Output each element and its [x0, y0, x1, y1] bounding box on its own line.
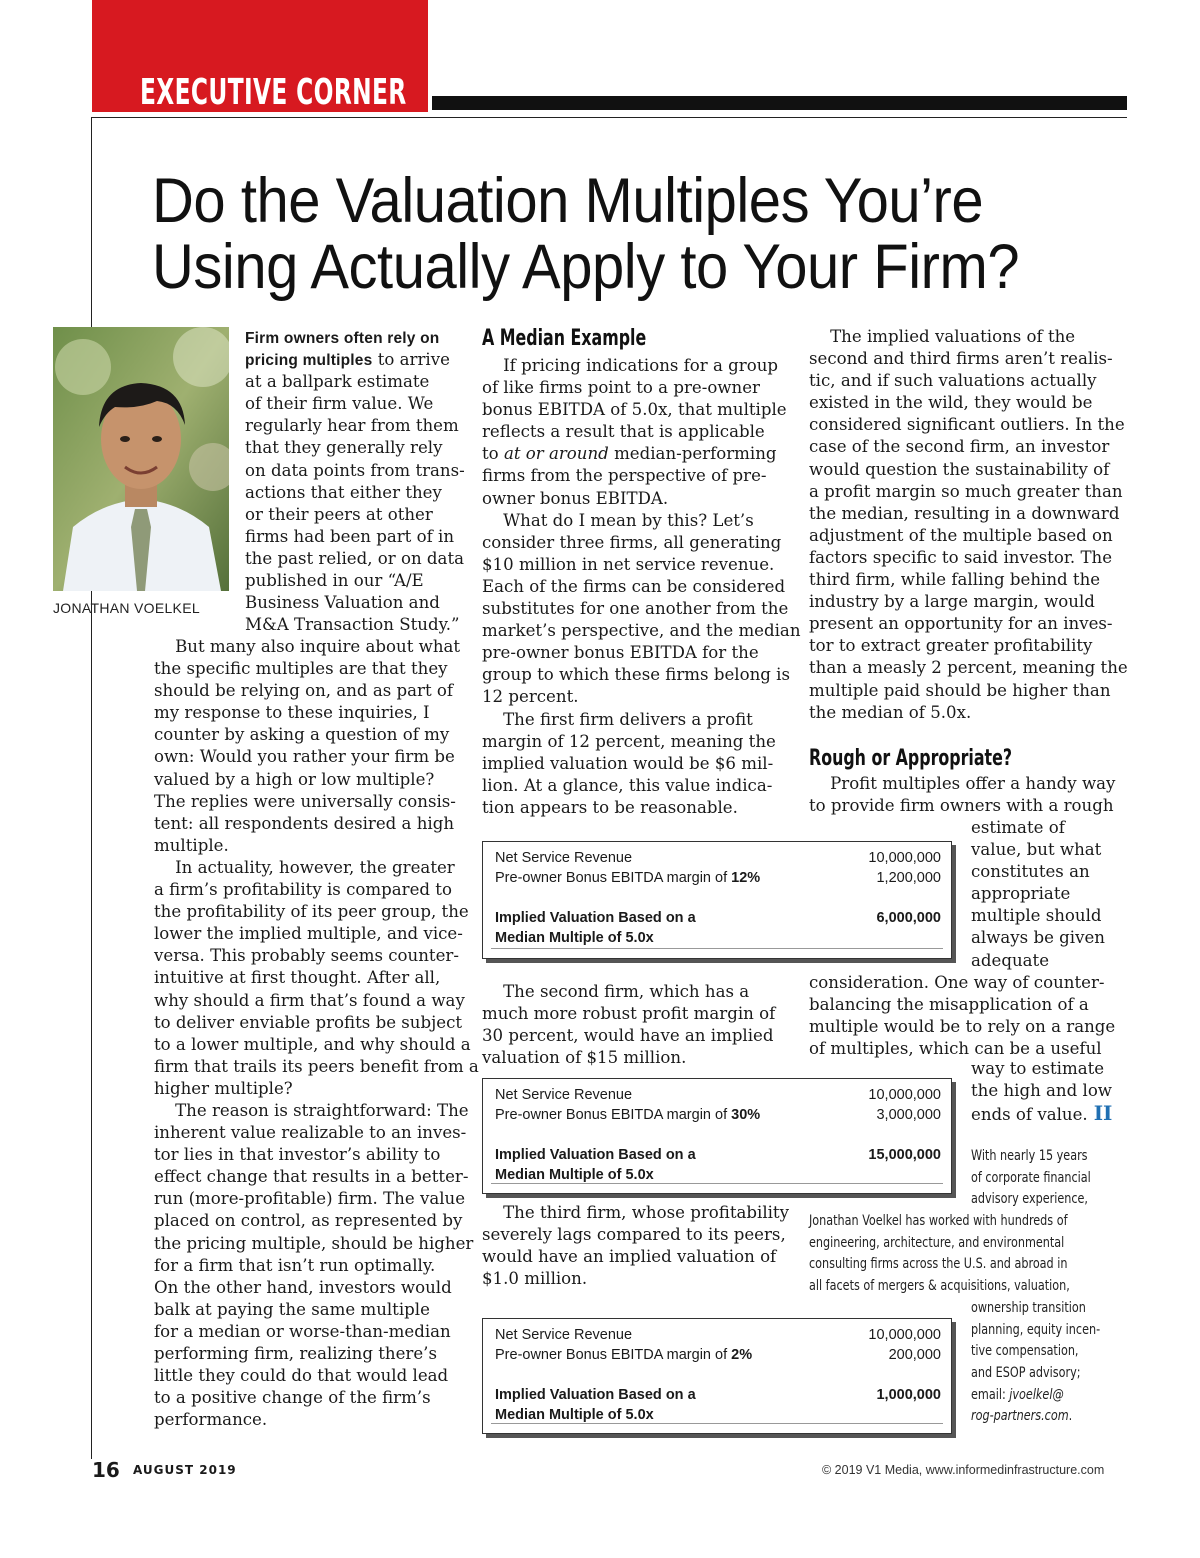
text-line: inherent value realizable to an inves-: [154, 1123, 467, 1143]
text-line: for a median or worse-than-median: [154, 1321, 451, 1341]
text-line: The replies were universally consis-: [154, 791, 456, 811]
text-line: What do I mean by this? Let’s: [482, 510, 754, 530]
text-line: my response to these inquiries, I: [154, 703, 430, 723]
text-line: existed in the wild, they would be: [809, 393, 1093, 413]
column1-body: [154, 636, 479, 1431]
text-line: multiple would be to rely on a range: [809, 1017, 1116, 1037]
text-line: at a ballpark estimate: [245, 372, 430, 392]
headline-line-2: Using Actually Apply to Your Firm?: [152, 232, 1020, 302]
author-bio-narrow2: [971, 1298, 1121, 1428]
text-line: With nearly 15 years: [971, 1148, 1088, 1164]
headline-line-1: Do the Valuation Multiples You’re: [152, 166, 984, 236]
text-line: advisory experience,: [971, 1191, 1089, 1208]
text-line: If pricing indications for a group: [482, 356, 779, 375]
revenue-label: Net Service Revenue: [495, 1087, 633, 1103]
table-divider: [491, 1423, 943, 1424]
text-line: regularly hear from them: [245, 416, 459, 436]
ebitda-row: [495, 1347, 941, 1367]
ebitda-value: 3,000,000: [876, 1107, 941, 1123]
text-line: to a positive change of the firm’s: [154, 1388, 431, 1408]
text-line: third firm, while falling behind the: [809, 570, 1101, 590]
subhead-median-example: A Median Example: [482, 326, 647, 351]
text-line: planning, equity incen-: [971, 1321, 1101, 1338]
article-headline: [152, 168, 1112, 300]
text-line: tic, and if such valuations actually: [809, 371, 1097, 391]
text-line: the past relied, or on data: [245, 548, 465, 568]
text-line: 12 percent.: [482, 687, 579, 707]
text-line: factors specific to said investor. The: [809, 547, 1113, 567]
text-line: firm that trails its peers benefit from a: [154, 1056, 479, 1076]
text-line: $10 million in net service revenue.: [482, 554, 775, 574]
text-line: second and third firms aren’t realis-: [809, 349, 1113, 369]
text-line: substitutes for one another from the: [482, 599, 789, 619]
text-line: own: Would you rather your firm be: [154, 747, 455, 767]
text-line: present an opportunity for an inves-: [809, 614, 1113, 634]
text-line: ownership transition: [971, 1300, 1086, 1316]
text-line: firms had been part of in: [245, 526, 455, 546]
frame-top-rule: [92, 117, 1127, 118]
text-line: bonus EBITDA of 5.0x, that multiple: [482, 400, 787, 420]
text-line: to deliver enviable profits be subject: [154, 1012, 463, 1032]
ebitda-value: 1,200,000: [876, 870, 941, 886]
ebitda-row: [495, 1107, 941, 1127]
implied-row: [495, 1147, 941, 1167]
text-line: appropriate: [971, 884, 1071, 904]
implied-row-2: [495, 1407, 941, 1427]
text-line: Business Valuation and: [245, 593, 440, 613]
text-line: The third firm, whose profitability: [482, 1203, 789, 1222]
text-line: run (more-profitable) firm. The value: [154, 1189, 466, 1209]
text-line: lion. At a glance, this value indica-: [482, 775, 773, 795]
text-line: of multiples, which can be a useful: [809, 1039, 1102, 1059]
author-photo: [53, 327, 229, 591]
text-line: consideration. One way of counter-: [809, 973, 1105, 992]
email-domain[interactable]: rog-partners.com: [971, 1408, 1069, 1425]
text-line: firms from the perspective of pre-: [482, 466, 767, 486]
page-number: 16: [92, 1458, 120, 1482]
subhead-rough-or-appropriate: Rough or Appropriate?: [809, 746, 1013, 771]
text-line: engineering, architecture, and environmental: [809, 1234, 1065, 1251]
text-line: always be given: [971, 928, 1105, 948]
text-line: multiple paid should be higher than: [809, 680, 1111, 700]
author-bio-wide: [809, 1211, 1112, 1298]
text-line: why should a firm that’s found a way: [154, 990, 465, 1010]
ebitda-value: 200,000: [888, 1347, 941, 1363]
text-line: the pricing multiple, should be higher: [154, 1233, 474, 1253]
implied-value: 15,000,000: [868, 1147, 941, 1163]
table-divider: [491, 1183, 943, 1184]
author-bio-narrow: [971, 1146, 1110, 1211]
text-line: reflects a result that is applicable: [482, 422, 765, 442]
text-line: adjustment of the multiple based on: [809, 525, 1113, 545]
text-line: tent: all respondents desired a high: [154, 813, 455, 833]
text-line: Each of the firms can be considered: [482, 576, 786, 596]
implied-label-2: Median Multiple of 5.0x: [495, 1407, 654, 1423]
text-line: to at or around median-performing: [482, 444, 777, 464]
text-line: of like firms point to a pre-owner: [482, 378, 760, 398]
valuation-table-3: [482, 1318, 952, 1434]
revenue-value: 10,000,000: [868, 850, 941, 866]
text-line: valued by a high or low multiple?: [154, 769, 435, 789]
text-line: Profit multiples offer a handy way: [809, 774, 1116, 793]
text-line: for a firm that isn’t run optimally.: [154, 1255, 436, 1275]
column2-para2: [482, 981, 775, 1069]
bio-email-line: email: jvoelkel@: [971, 1386, 1064, 1403]
column3-para1: [809, 326, 1128, 724]
text-line: on data points from trans-: [245, 460, 465, 480]
text-line: The second firm, which has a: [482, 982, 750, 1001]
lead-line-2: pricing multiples to arrive: [245, 350, 450, 370]
text-line: pre-owner bonus EBITDA for the: [482, 643, 759, 663]
revenue-value: 10,000,000: [868, 1327, 941, 1343]
photo-caption: JONATHAN VOELKEL: [53, 600, 200, 616]
text-line: tor to extract greater profitability: [809, 636, 1093, 656]
valuation-table-1: [482, 841, 952, 959]
text-line: that they generally rely: [245, 438, 443, 458]
text-line: way to estimate: [971, 1059, 1105, 1078]
text-line: the profitability of its peer group, the: [154, 902, 469, 922]
text-line: In actuality, however, the greater: [154, 857, 455, 877]
text-line: Jonathan Voelkel has worked with hundreds of: [809, 1213, 1068, 1229]
text-line: would have an implied valuation of: [482, 1247, 777, 1267]
text-line: multiple.: [154, 835, 229, 855]
text-line: and ESOP advisory;: [971, 1365, 1081, 1382]
ebitda-margin: 30%: [731, 1107, 761, 1123]
text-line: On the other hand, investors would: [154, 1277, 452, 1297]
text-line: constitutes an: [971, 862, 1090, 882]
table-divider: [491, 948, 943, 949]
column3-para2-narrow2: [971, 1058, 1112, 1124]
text-line: to provide firm owners with a rough: [809, 796, 1114, 816]
implied-label-2: Median Multiple of 5.0x: [495, 930, 654, 946]
ebitda-margin: 2%: [731, 1347, 753, 1363]
text-line: 30 percent, would have an implied: [482, 1026, 774, 1046]
ebitda-label: Pre-owner Bonus EBITDA margin of 2%: [495, 1347, 753, 1363]
text-line: The first firm delivers a profit: [482, 709, 753, 729]
text-line: than a measly 2 percent, meaning the: [809, 658, 1128, 678]
implied-label: Implied Valuation Based on a: [495, 910, 696, 926]
text-line: would question the sustainability of: [809, 459, 1110, 479]
copyright-notice: © 2019 V1 Media, www.informedinfrastructure.com: [822, 1463, 1105, 1477]
header-rule: [432, 96, 1127, 110]
text-line: adequate: [971, 950, 1050, 970]
implied-value: 1,000,000: [876, 1387, 941, 1403]
text-line: considered significant outliers. In the: [809, 415, 1125, 435]
valuation-table-2: [482, 1078, 952, 1194]
text-line: higher multiple?: [154, 1078, 293, 1098]
implied-row: [495, 1387, 941, 1407]
implied-label: Implied Valuation Based on a: [495, 1387, 696, 1403]
text-line: valuation of $15 million.: [482, 1048, 687, 1068]
text-line: balk at paying the same multiple: [154, 1299, 430, 1319]
revenue-row: [495, 1327, 941, 1347]
implied-label: Implied Valuation Based on a: [495, 1147, 696, 1163]
issue-date: AUGUST 2019: [133, 1463, 237, 1477]
text-line: the specific multiples are that they: [154, 659, 448, 679]
bio-email-line-2: rog-partners.com.: [971, 1408, 1073, 1425]
revenue-row: [495, 1087, 941, 1107]
implied-row: [495, 910, 941, 930]
text-line: effect change that results in a better-: [154, 1167, 469, 1187]
text-line: tive compensation,: [971, 1343, 1079, 1360]
column3-para2-wide: [809, 773, 1115, 817]
text-line: performing firm, realizing there’s: [154, 1344, 437, 1363]
text-line: little they could do that would lead: [154, 1366, 449, 1386]
text-line: the median, resulting in a downward: [809, 503, 1120, 523]
text-line: or their peers at other: [245, 504, 433, 524]
implied-label-2: Median Multiple of 5.0x: [495, 1167, 654, 1183]
text-line: But many also inquire about what: [154, 637, 461, 656]
text-line: intuitive at first thought. After all,: [154, 968, 441, 988]
ebitda-margin: 12%: [731, 870, 761, 886]
column2-para3: [482, 1202, 789, 1290]
text-line: margin of 12 percent, meaning the: [482, 731, 776, 751]
text-line: of corporate financial: [971, 1169, 1091, 1186]
text-line: versa. This probably seems counter-: [154, 946, 459, 966]
text-line: published in our “A/E: [245, 571, 424, 591]
text-line: counter by asking a question of my: [154, 725, 450, 745]
intro-narrow-text: [245, 327, 465, 636]
end-mark-icon: II: [1093, 1101, 1113, 1126]
text-line: owner bonus EBITDA.: [482, 488, 669, 508]
text-line: the high and low: [971, 1081, 1113, 1101]
text-line: balancing the misapplication of a: [809, 995, 1089, 1015]
intro-lines: [245, 371, 465, 636]
frame-left-rule: [91, 117, 92, 1459]
text-line: a firm’s profitability is compared to: [154, 880, 452, 900]
revenue-label: Net Service Revenue: [495, 1327, 633, 1343]
implied-value: 6,000,000: [876, 910, 941, 926]
text-line: consulting firms across the U.S. and abroad in: [809, 1256, 1068, 1273]
text-line: the median of 5.0x.: [809, 702, 972, 722]
column3-para2-wide2: [809, 972, 1115, 1060]
implied-row-2: [495, 1167, 941, 1187]
text-line: performance.: [154, 1410, 268, 1430]
text-line: severely lags compared to its peers,: [482, 1225, 786, 1245]
text-line: The implied valuations of the: [809, 327, 1076, 346]
lead-line-1: Firm owners often rely on: [245, 330, 440, 347]
ebitda-label: Pre-owner Bonus EBITDA margin of 12%: [495, 870, 761, 886]
text-line: industry by a large margin, would: [809, 592, 1095, 612]
text-line: lower the implied multiple, and vice-: [154, 924, 463, 944]
ebitda-label: Pre-owner Bonus EBITDA margin of 30%: [495, 1107, 761, 1123]
text-line: value, but what: [971, 840, 1102, 860]
text-line: consider three firms, all generating: [482, 532, 782, 552]
text-line: implied valuation would be $6 mil-: [482, 753, 774, 773]
revenue-row: [495, 850, 941, 870]
column3-para2-narrow: [971, 817, 1105, 972]
text-line: placed on control, as represented by: [154, 1211, 463, 1231]
text-line: of their firm value. We: [245, 394, 434, 414]
text-line-final: ends of value. II: [971, 1101, 1113, 1126]
text-line: group to which these firms belong is: [482, 665, 790, 685]
section-label: EXECUTIVE CORNER: [140, 72, 407, 113]
text-line: tion appears to be reasonable.: [482, 797, 738, 817]
text-line: The reason is straightforward: The: [154, 1100, 469, 1120]
column2-para1: [482, 355, 801, 819]
text-line: $1.0 million.: [482, 1269, 588, 1289]
email-link[interactable]: jvoelkel@: [1009, 1386, 1064, 1403]
text-line: market’s perspective, and the median: [482, 621, 801, 641]
implied-row-2: [495, 930, 941, 950]
revenue-value: 10,000,000: [868, 1087, 941, 1103]
text-line: M&A Transaction Study.”: [245, 615, 460, 635]
text-line: actions that either they: [245, 482, 442, 502]
text-line: tor lies in that investor’s ability to: [154, 1145, 441, 1165]
text-line: should be relying on, and as part of: [154, 681, 454, 701]
ebitda-row: [495, 870, 941, 890]
text-line: case of the second firm, an investor: [809, 437, 1110, 457]
text-line: to a lower multiple, and why should a: [154, 1034, 471, 1054]
text-line: all facets of mergers & acquisitions, valuation,: [809, 1278, 1070, 1295]
revenue-label: Net Service Revenue: [495, 850, 633, 866]
text-line: much more robust profit margin of: [482, 1004, 776, 1024]
text-line: a profit margin so much greater than: [809, 481, 1123, 501]
text-line: multiple should: [971, 906, 1102, 926]
text-line: estimate of: [971, 818, 1065, 837]
